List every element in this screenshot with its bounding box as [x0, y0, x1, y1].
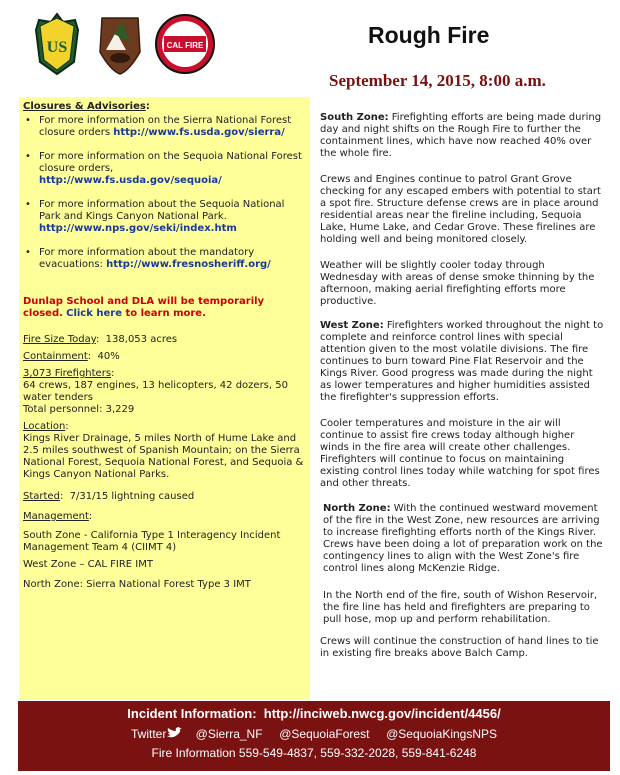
incident-footer — [18, 701, 610, 771]
closures-heading-colon: : — [145, 101, 150, 112]
cal-fire-logo-text: CAL FIRE — [166, 41, 204, 50]
school-click-here-link[interactable]: Click here — [66, 308, 122, 319]
closures-heading: Closures & Advisories — [23, 101, 146, 112]
location-label: Location — [23, 421, 66, 432]
sequoia-nf-link[interactable]: http://www.fs.usda.gov/sequoia/ — [39, 175, 222, 186]
school-notice-tail: to learn more. — [121, 308, 206, 319]
report-date: September 14, 2015, 8:00 a.m. — [329, 71, 546, 90]
containment-label: Containment — [23, 351, 88, 362]
paragraph: Weather will be slightly cooler today through Wednesday with areas of dense smoke thinning by the afternoon, making aerial firefighting efforts more productive. — [320, 260, 595, 307]
south-zone-text: Firefighting efforts are being made during day and night shifts on the Rough Fire to further the containment lines, which have now reached 40% over the whole fire. — [320, 112, 602, 159]
fire-size-value: 138,053 acres — [105, 334, 178, 345]
north-zone-paragraph — [323, 503, 608, 575]
fire-size: Fire Size Today: 138,053 acres — [23, 334, 178, 345]
twitter-handles[interactable]: @Sierra_NF @SequoiaForest @SequoiaKingsNPS — [195, 727, 498, 741]
us-logo-text: US — [46, 39, 68, 56]
sidebar-panel — [19, 97, 310, 700]
incident-info-label: Incident Information: — [127, 706, 257, 721]
list-item — [23, 199, 305, 235]
nps-seki-link[interactable]: http://www.nps.gov/seki/index.htm — [39, 223, 237, 234]
incident-info-line — [18, 706, 610, 721]
school-notice — [23, 296, 305, 320]
bullet-text: For more information about the Sequoia National Park and Kings Canyon National Park. — [39, 199, 285, 222]
location-text: Kings River Drainage, 5 miles North of Hume Lake and 2.5 miles southwest of Spanish Mountain; on the Sierra National Forest, Sequoia National Forest, and Sequoia & Kings Canyon National Parks. — [23, 433, 304, 480]
sierra-nf-link[interactable]: http://www.fs.usda.gov/sierra/ — [113, 127, 285, 138]
bullet-text: For more information on the Sierra National Forest closure orders — [39, 115, 292, 138]
south-zone-label: South Zone: — [320, 112, 389, 123]
twitter-bird-icon — [166, 727, 182, 739]
west-zone-label: West Zone: — [320, 320, 384, 331]
inciweb-link[interactable]: http://inciweb.nwcg.gov/incident/4456/ — [263, 706, 501, 721]
paragraph: Crews will continue the construction of hand lines to tie in existing fire breaks above Balch Camp. — [320, 636, 599, 659]
list-item — [23, 151, 305, 187]
fire-info-phones: Fire Information 559-549-4837, 559-332-2028, 559-841-6248 — [151, 746, 477, 760]
closures-section — [23, 101, 305, 113]
management-item: North Zone: Sierra National Forest Type 3 IMT — [23, 579, 251, 590]
twitter-label: Twitter — [130, 727, 167, 741]
bullet-text: For more information about the mandatory evacuations: — [39, 247, 255, 270]
west-zone-text: Firefighters worked throughout the night to complete and reinforce control lines with special attention given to the most volatile divisions. The fire continues to burn toward Pine Flat Reservoir and the Kings River. Good progress was made during the night as lower temperatures and higher humidities assisted the firefighter's suppression efforts. — [320, 320, 604, 403]
national-park-service-logo — [96, 12, 144, 76]
twitter-line — [18, 727, 610, 741]
list-item — [23, 247, 305, 271]
west-zone-paragraph — [320, 320, 605, 404]
management: Management: — [23, 511, 93, 522]
paragraph: Crews and Engines continue to patrol Grant Grove checking for any escaped embers with potential to start a spot fire. Structure defense crews are in place around residential areas near the fireline including, Sequoia Lake, Hume Lake, and Cedar Grove. These firelines are holding well and being monitored closely. — [320, 174, 601, 245]
started: Started: 7/31/15 lightning caused — [23, 491, 195, 502]
containment: Containment: 40% — [23, 351, 120, 362]
page-title: Rough Fire — [368, 22, 490, 48]
total-personnel: Total personnel: 3,229 — [23, 404, 135, 415]
north-zone-text: With the continued westward movement of the fire in the West Zone, new resources are arriving to increase firefighting efforts north of the Kings River. Crews have been doing a lot of preparation work on the contingency lines to align with the West Zone's fire control lines along McKenzie Ridge. — [323, 503, 603, 574]
location: Location: Kings River Drainage, 5 miles North of Hume Lake and 2.5 miles southwest of Spanish Mountain; on the Sierra National Forest, Sequoia National Forest, and Sequoia & Kings Canyon National Parks. — [23, 421, 304, 480]
cal-fire-logo — [154, 12, 216, 76]
containment-value: 40% — [97, 351, 120, 362]
started-label: Started — [23, 491, 60, 502]
management-label: Management — [23, 511, 89, 522]
bullet-text: For more information on the Sequoia National Forest closure orders, — [39, 151, 302, 174]
firefighters: 3,073 Firefighters: 64 crews, 187 engines, 13 helicopters, 42 dozers, 50 water tenders Total personnel: 3,229 — [23, 368, 288, 415]
closures-list — [23, 115, 305, 271]
fire-size-label: Fire Size Today — [23, 334, 96, 345]
fresno-sheriff-link[interactable]: http://www.fresnosheriff.org/ — [106, 259, 271, 270]
paragraph: In the North end of the fire, south of Wishon Reservoir, the fire line has held and firefighters are preparing to pull hose, mop up and perform rehabilitation. — [323, 590, 598, 625]
list-item — [23, 115, 305, 139]
paragraph: Cooler temperatures and moisture in the air will continue to assist fire crews today although higher winds in the fire area will create other challenges. Firefighters will continue to focus on maintaining existing control lines today while watching for spot fires and other threats. — [320, 418, 600, 489]
us-forest-service-logo — [30, 12, 84, 76]
firefighters-detail: 64 crews, 187 engines, 13 helicopters, 42 dozers, 50 water tenders — [23, 380, 288, 403]
management-item: West Zone – CAL FIRE IMT — [23, 559, 153, 570]
management-item: South Zone - California Type 1 Interagency Incident Management Team 4 (CIIMT 4) — [23, 530, 281, 553]
school-notice-text: Dunlap School and DLA will be temporarily closed. — [23, 296, 265, 319]
north-zone-label: North Zone: — [323, 503, 391, 514]
firefighters-label: 3,073 Firefighters — [23, 368, 112, 379]
south-zone-paragraph — [320, 112, 605, 160]
started-value: 7/31/15 lightning caused — [69, 491, 195, 502]
